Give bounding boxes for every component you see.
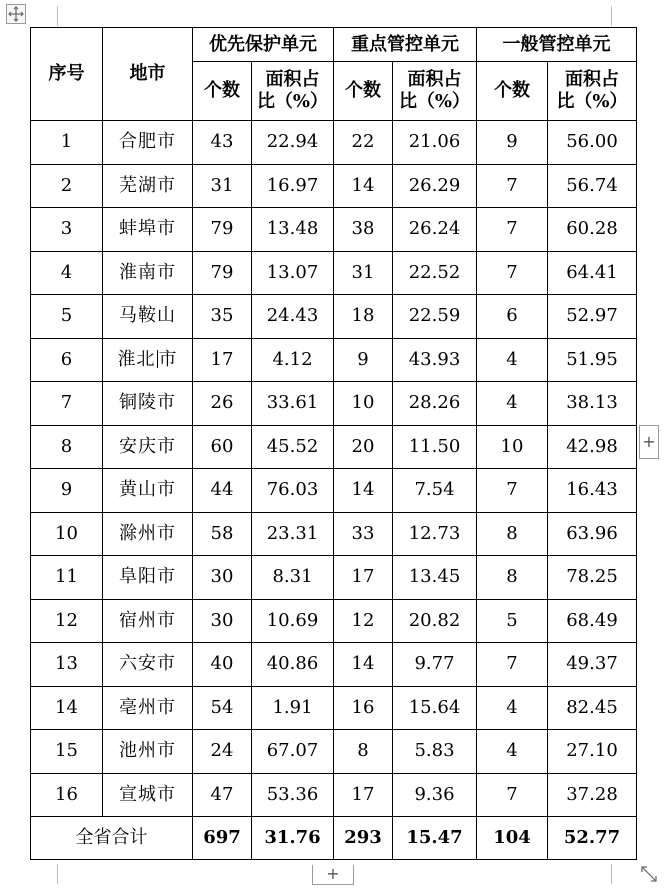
row-ratio-priority[interactable]: 40.86 (252, 643, 334, 687)
row-ratio-key[interactable]: 12.73 (393, 512, 477, 556)
row-city[interactable]: 池州市 (103, 730, 193, 774)
page-margin-mark (57, 6, 58, 26)
row-city[interactable]: 滁州市 (103, 512, 193, 556)
row-ratio-general[interactable]: 27.10 (548, 730, 637, 774)
row-ratio-general[interactable]: 37.28 (548, 773, 637, 817)
row-ratio-key[interactable]: 26.29 (393, 164, 477, 208)
row-count-general[interactable]: 7 (477, 469, 548, 513)
row-ratio-key[interactable]: 5.83 (393, 730, 477, 774)
row-count-key[interactable]: 38 (334, 208, 393, 252)
row-count-key[interactable]: 20 (334, 425, 393, 469)
row-count-key[interactable]: 22 (334, 121, 393, 165)
row-seq[interactable]: 16 (31, 773, 103, 817)
row-count-key[interactable]: 18 (334, 295, 393, 339)
row-ratio-general[interactable]: 60.28 (548, 208, 637, 252)
row-count-key[interactable]: 17 (334, 773, 393, 817)
table-row (31, 469, 637, 513)
row-ratio-key[interactable]: 43.93 (393, 338, 477, 382)
plus-icon: + (642, 432, 656, 451)
row-count-priority[interactable]: 79 (193, 251, 252, 295)
row-city[interactable]: 宿州市 (103, 599, 193, 643)
row-ratio-priority[interactable]: 23.31 (252, 512, 334, 556)
row-count-priority[interactable]: 17 (193, 338, 252, 382)
row-ratio-priority[interactable]: 53.36 (252, 773, 334, 817)
row-count-general[interactable]: 6 (477, 295, 548, 339)
row-count-priority[interactable]: 40 (193, 643, 252, 687)
total-count-key[interactable]: 293 (334, 817, 393, 860)
row-count-key[interactable]: 14 (334, 469, 393, 513)
row-ratio-general[interactable]: 52.97 (548, 295, 637, 339)
table-row (31, 686, 637, 730)
total-ratio-general[interactable]: 52.77 (548, 817, 637, 860)
header-group-general[interactable]: 一般管控单元 (477, 28, 637, 62)
table-row (31, 730, 637, 774)
row-city[interactable]: 黄山市 (103, 469, 193, 513)
row-ratio-key[interactable]: 15.64 (393, 686, 477, 730)
table-row (31, 295, 637, 339)
row-seq[interactable]: 12 (31, 599, 103, 643)
total-row (31, 817, 637, 860)
row-count-key[interactable]: 14 (334, 643, 393, 687)
row-seq[interactable]: 13 (31, 643, 103, 687)
table-row (31, 251, 637, 295)
row-ratio-general[interactable]: 82.45 (548, 686, 637, 730)
row-count-general[interactable]: 4 (477, 730, 548, 774)
header-ratio-line1: 面积占 (265, 69, 320, 90)
row-seq[interactable]: 2 (31, 164, 103, 208)
row-ratio-general[interactable]: 78.25 (548, 556, 637, 600)
header-ratio-line1: 面积占 (565, 69, 619, 90)
row-city[interactable]: 亳州市 (103, 686, 193, 730)
row-ratio-priority[interactable]: 16.97 (252, 164, 334, 208)
resize-diagonal-icon (638, 864, 660, 884)
row-count-priority[interactable]: 26 (193, 382, 252, 426)
row-ratio-key[interactable]: 11.50 (393, 425, 477, 469)
row-seq[interactable]: 14 (31, 686, 103, 730)
row-count-general[interactable]: 8 (477, 556, 548, 600)
row-count-key[interactable]: 8 (334, 730, 393, 774)
row-city[interactable]: 铜陵市 (103, 382, 193, 426)
row-ratio-general[interactable]: 63.96 (548, 512, 637, 556)
table-row (31, 208, 637, 252)
add-column-button[interactable] (639, 425, 659, 459)
header-group-key[interactable]: 重点管控单元 (334, 28, 477, 62)
row-ratio-priority[interactable]: 13.48 (252, 208, 334, 252)
row-seq[interactable]: 1 (31, 121, 103, 165)
text-segment: 市 (158, 348, 178, 370)
row-ratio-key[interactable]: 9.77 (393, 643, 477, 687)
row-count-priority[interactable]: 58 (193, 512, 252, 556)
row-city[interactable]: 淮南市 (103, 251, 193, 295)
header-city[interactable]: 地市 (103, 28, 193, 121)
row-seq[interactable]: 7 (31, 382, 103, 426)
row-ratio-general[interactable]: 56.00 (548, 121, 637, 165)
row-count-priority[interactable]: 54 (193, 686, 252, 730)
header-ratio[interactable] (393, 62, 477, 121)
row-count-general[interactable]: 4 (477, 382, 548, 426)
row-count-general[interactable]: 8 (477, 512, 548, 556)
row-ratio-priority[interactable]: 22.94 (252, 121, 334, 165)
row-count-priority[interactable]: 60 (193, 425, 252, 469)
row-ratio-priority[interactable]: 13.07 (252, 251, 334, 295)
header-count[interactable]: 个数 (193, 62, 252, 121)
row-ratio-priority[interactable]: 76.03 (252, 469, 334, 513)
row-ratio-key[interactable]: 7.54 (393, 469, 477, 513)
row-ratio-key[interactable]: 28.26 (393, 382, 477, 426)
row-city[interactable]: 六安市 (103, 643, 193, 687)
row-ratio-priority[interactable]: 33.61 (252, 382, 334, 426)
header-count[interactable]: 个数 (334, 62, 393, 121)
row-count-general[interactable]: 4 (477, 686, 548, 730)
row-ratio-key[interactable]: 20.82 (393, 599, 477, 643)
header-group-priority[interactable]: 优先保护单元 (193, 28, 334, 62)
row-ratio-key[interactable]: 13.45 (393, 556, 477, 600)
row-ratio-general[interactable]: 42.98 (548, 425, 637, 469)
header-ratio[interactable] (548, 62, 637, 121)
row-count-key[interactable]: 12 (334, 599, 393, 643)
table-row (31, 773, 637, 817)
total-count-general[interactable]: 104 (477, 817, 548, 860)
row-ratio-key[interactable]: 22.59 (393, 295, 477, 339)
add-row-button[interactable] (312, 865, 354, 885)
header-ratio-line2: 比（%） (556, 91, 628, 112)
row-count-priority[interactable]: 30 (193, 599, 252, 643)
row-count-key[interactable]: 31 (334, 251, 393, 295)
row-city[interactable]: 安庆市 (103, 425, 193, 469)
row-count-key[interactable]: 9 (334, 338, 393, 382)
row-ratio-general[interactable]: 16.43 (548, 469, 637, 513)
row-seq[interactable]: 10 (31, 512, 103, 556)
total-ratio-key[interactable]: 15.47 (393, 817, 477, 860)
row-city[interactable]: 马鞍山 (103, 295, 193, 339)
row-count-key[interactable]: 14 (334, 164, 393, 208)
row-ratio-key[interactable]: 26.24 (393, 208, 477, 252)
row-count-priority[interactable]: 31 (193, 164, 252, 208)
plus-icon: + (326, 864, 340, 883)
row-count-general[interactable]: 7 (477, 251, 548, 295)
row-count-general[interactable]: 7 (477, 643, 548, 687)
row-count-general[interactable]: 10 (477, 425, 548, 469)
row-city[interactable]: 宣城市 (103, 773, 193, 817)
row-city[interactable]: 阜阳市 (103, 556, 193, 600)
row-ratio-general[interactable]: 68.49 (548, 599, 637, 643)
header-ratio-line2: 比（%） (256, 91, 329, 112)
row-count-general[interactable]: 4 (477, 338, 548, 382)
page-margin-mark (611, 6, 612, 26)
total-label[interactable]: 全省合计 (31, 817, 193, 860)
total-ratio-priority[interactable]: 31.76 (252, 817, 334, 860)
row-ratio-general[interactable]: 56.74 (548, 164, 637, 208)
row-count-priority[interactable]: 24 (193, 730, 252, 774)
row-count-general[interactable]: 5 (477, 599, 548, 643)
row-seq[interactable]: 15 (31, 730, 103, 774)
header-ratio-line2: 比（%） (398, 91, 471, 112)
row-ratio-priority[interactable]: 24.43 (252, 295, 334, 339)
table-row (31, 556, 637, 600)
row-seq[interactable]: 6 (31, 338, 103, 382)
row-count-general[interactable]: 7 (477, 164, 548, 208)
table-row (31, 512, 637, 556)
row-count-general[interactable]: 7 (477, 773, 548, 817)
row-count-key[interactable]: 16 (334, 686, 393, 730)
row-seq[interactable]: 11 (31, 556, 103, 600)
row-count-priority[interactable]: 43 (193, 121, 252, 165)
row-ratio-key[interactable]: 21.06 (393, 121, 477, 165)
table-row (31, 121, 637, 165)
row-seq[interactable]: 3 (31, 208, 103, 252)
row-city[interactable] (103, 338, 193, 382)
row-ratio-key[interactable]: 22.52 (393, 251, 477, 295)
table-row (31, 599, 637, 643)
total-count-priority[interactable]: 697 (193, 817, 252, 860)
row-ratio-priority[interactable]: 1.91 (252, 686, 334, 730)
row-ratio-priority[interactable]: 8.31 (252, 556, 334, 600)
row-ratio-priority[interactable]: 10.69 (252, 599, 334, 643)
row-city[interactable]: 芜湖市 (103, 164, 193, 208)
row-city[interactable]: 蚌埠市 (103, 208, 193, 252)
row-count-priority[interactable]: 30 (193, 556, 252, 600)
row-count-priority[interactable]: 44 (193, 469, 252, 513)
table-row (31, 164, 637, 208)
row-count-priority[interactable]: 35 (193, 295, 252, 339)
row-ratio-key[interactable]: 9.36 (393, 773, 477, 817)
move-arrows-icon (7, 5, 25, 23)
row-count-priority[interactable]: 47 (193, 773, 252, 817)
header-seq[interactable]: 序号 (31, 28, 103, 121)
table-move-handle[interactable] (6, 4, 26, 24)
row-ratio-general[interactable]: 51.95 (548, 338, 637, 382)
text-cursor (157, 350, 158, 368)
table-row (31, 425, 637, 469)
row-count-key[interactable]: 10 (334, 382, 393, 426)
row-seq[interactable]: 8 (31, 425, 103, 469)
row-ratio-general[interactable]: 64.41 (548, 251, 637, 295)
row-ratio-priority[interactable]: 67.07 (252, 730, 334, 774)
row-seq[interactable]: 5 (31, 295, 103, 339)
data-table (30, 27, 637, 860)
table-row (31, 382, 637, 426)
row-seq[interactable]: 4 (31, 251, 103, 295)
page-margin-mark (611, 864, 612, 884)
page-margin-mark (57, 864, 58, 884)
row-ratio-priority[interactable]: 4.12 (252, 338, 334, 382)
header-ratio-line1: 面积占 (407, 69, 462, 90)
row-seq[interactable]: 9 (31, 469, 103, 513)
text-segment: 淮北 (117, 348, 156, 370)
table-resize-handle[interactable] (638, 864, 660, 884)
row-ratio-general[interactable]: 38.13 (548, 382, 637, 426)
row-count-key[interactable]: 33 (334, 512, 393, 556)
header-ratio[interactable] (252, 62, 334, 121)
row-count-general[interactable]: 7 (477, 208, 548, 252)
row-count-priority[interactable]: 79 (193, 208, 252, 252)
row-count-key[interactable]: 17 (334, 556, 393, 600)
header-count[interactable]: 个数 (477, 62, 548, 121)
table-row (31, 643, 637, 687)
row-city[interactable]: 合肥市 (103, 121, 193, 165)
row-ratio-priority[interactable]: 45.52 (252, 425, 334, 469)
table-row (31, 338, 637, 382)
row-ratio-general[interactable]: 49.37 (548, 643, 637, 687)
row-count-general[interactable]: 9 (477, 121, 548, 165)
